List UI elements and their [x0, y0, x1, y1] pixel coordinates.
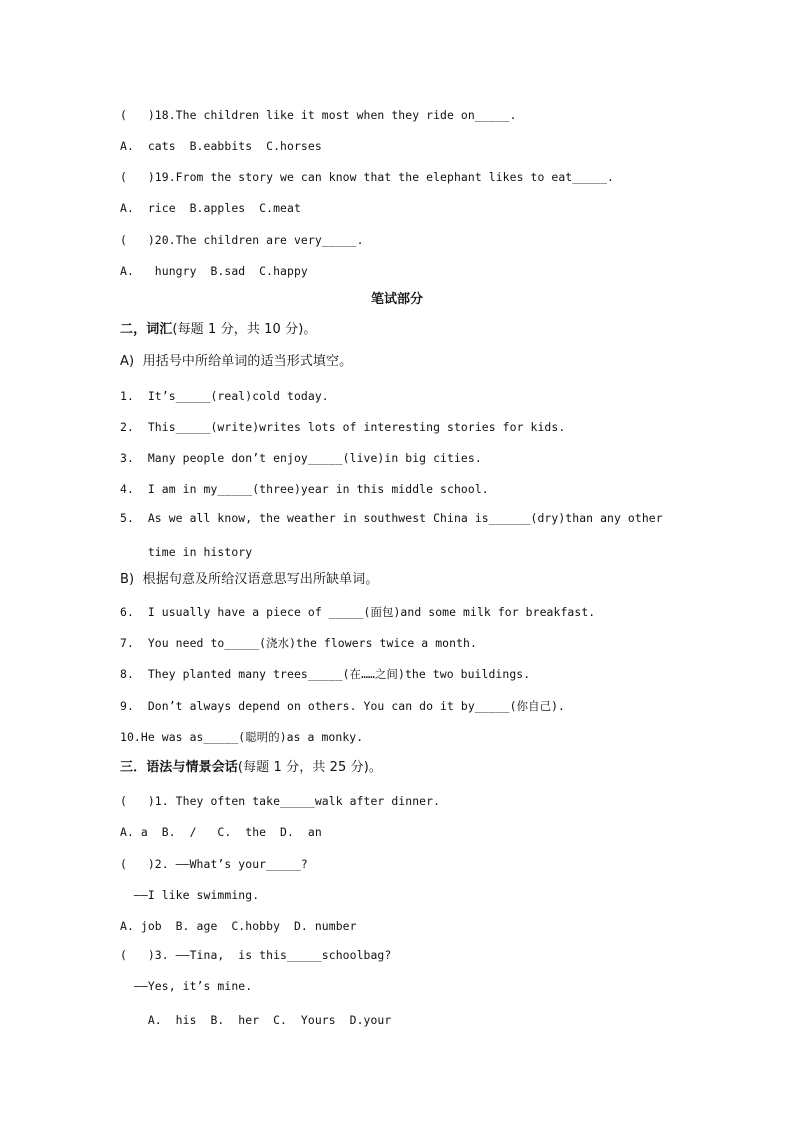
grammar-question-2-options: A. job B. age C.hobby D. number — [120, 919, 357, 933]
vocab-question-2: 2. This_____(write)writes lots of interesting stories for kids. — [120, 420, 566, 434]
vocab-question-8: 8. They planted many trees_____(在……之间)the two buildings. — [120, 667, 531, 681]
vocab-question-4: 4. I am in my_____(three)year in this middle school. — [120, 482, 489, 496]
section-2-heading-label: 二，词汇 — [120, 322, 173, 337]
section-2-part-b-instruction: B) 根据句意及所给汉语意思写出所缺单词。 — [120, 572, 379, 587]
section-3-heading — [120, 760, 382, 776]
grammar-question-1-options: A. a B. / C. the D. an — [120, 825, 322, 839]
question-19: ( )19.From the story we can know that the elephant likes to eat_____. — [120, 170, 614, 184]
vocab-question-1: 1. It’s_____(real)cold today. — [120, 389, 329, 403]
question-20: ( )20.The children are very_____. — [120, 233, 364, 247]
vocab-question-5: 5. As we all know, the weather in southwest China is______(dry)than any other — [120, 511, 663, 525]
vocab-question-5-continued: time in history — [120, 545, 253, 559]
section-2-score-note: (每题 1 分，共 10 分)。 — [172, 322, 317, 337]
section-2-part-a-instruction: A) 用括号中所给单词的适当形式填空。 — [120, 354, 353, 369]
question-19-options: A. rice B.apples C.meat — [120, 201, 301, 215]
grammar-question-3-reply: ——Yes, it’s mine. — [120, 979, 253, 993]
grammar-question-2: ( )2. ——What’s your_____? — [120, 857, 308, 871]
grammar-question-3: ( )3. ——Tina, is this_____schoolbag? — [120, 948, 392, 962]
section-2-heading — [120, 322, 317, 338]
question-20-options: A. hungry B.sad C.happy — [120, 264, 308, 278]
vocab-question-9: 9. Don’t always depend on others. You can do it by_____(你自己). — [120, 699, 565, 713]
vocab-question-7: 7. You need to_____(浇水)the flowers twice a month. — [120, 636, 477, 650]
grammar-question-2-reply: ——I like swimming. — [120, 888, 260, 902]
grammar-question-1: ( )1. They often take_____walk after dinner. — [120, 794, 441, 808]
grammar-question-3-options: A. his B. her C. Yours D.your — [120, 1013, 392, 1027]
vocab-question-6: 6. I usually have a piece of _____(面包)and some milk for breakfast. — [120, 605, 596, 619]
written-section-title: 笔试部分 — [370, 292, 423, 307]
question-18: ( )18.The children like it most when they ride on_____. — [120, 108, 517, 122]
section-3-heading-label: 三．语法与情景会话 — [120, 760, 238, 775]
vocab-question-10: 10.He was as_____(聪明的)as a monky. — [120, 730, 364, 744]
vocab-question-3: 3. Many people don’t enjoy_____(live)in big cities. — [120, 451, 482, 465]
question-18-options: A. cats B.eabbits C.horses — [120, 139, 322, 153]
section-3-score-note: (每题 1 分，共 25 分)。 — [237, 760, 382, 775]
